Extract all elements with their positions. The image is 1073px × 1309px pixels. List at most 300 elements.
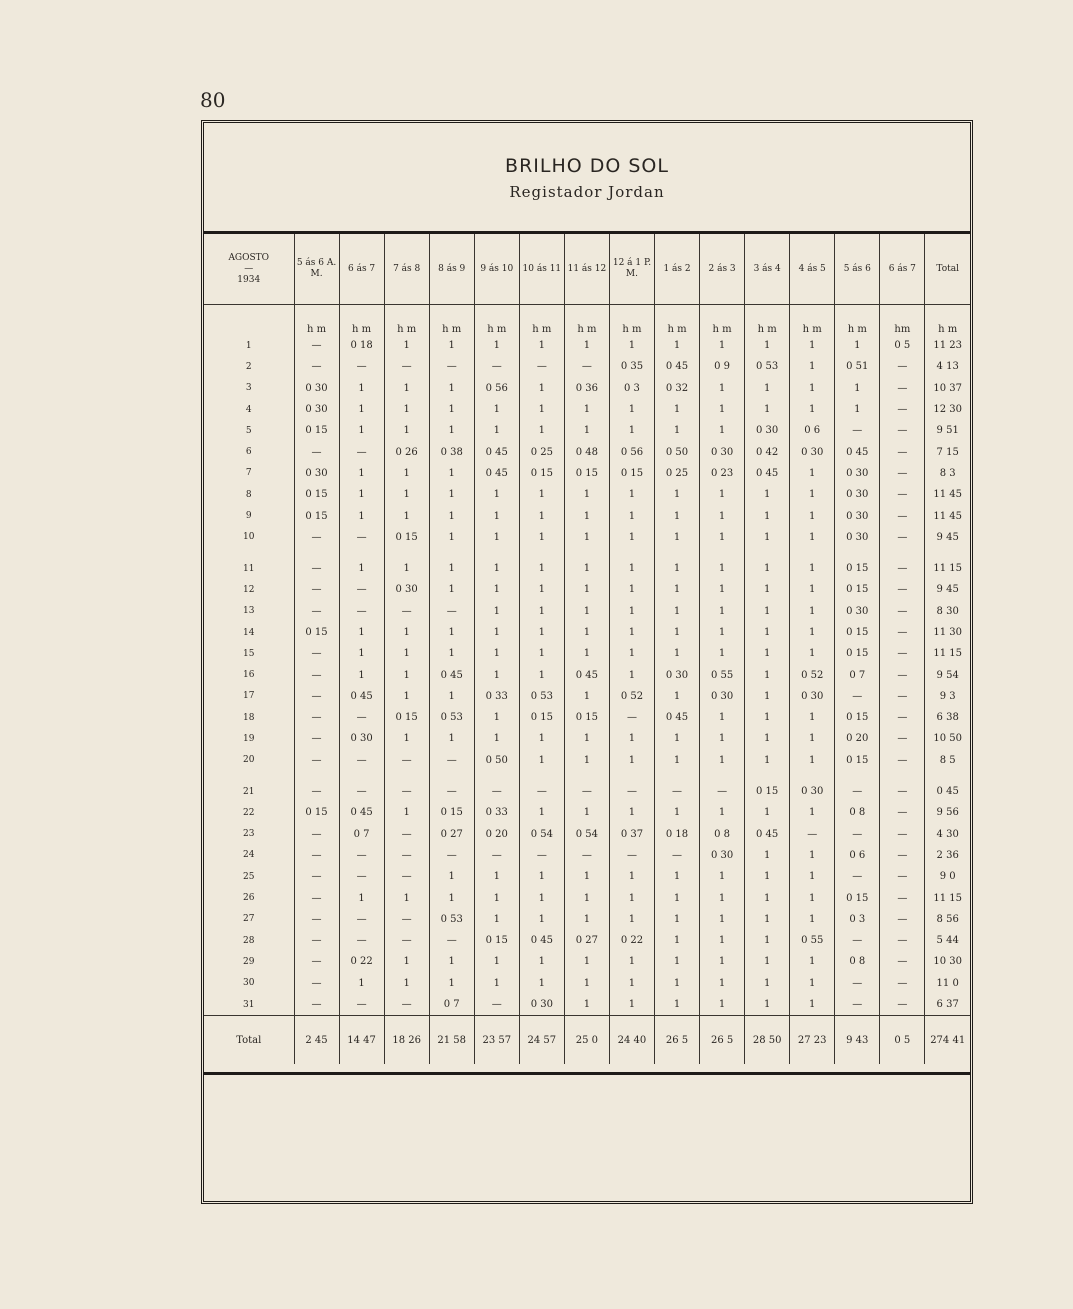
value-cell: 1	[790, 994, 835, 1016]
value-cell: 1	[790, 335, 835, 356]
table-row	[204, 622, 970, 643]
table-row	[204, 335, 970, 356]
value-cell: —	[880, 845, 925, 866]
value-cell: 2 45	[294, 1016, 339, 1065]
value-cell: 1	[474, 420, 519, 441]
value-cell: 1	[339, 664, 384, 685]
value-cell: 11 45	[933, 510, 962, 522]
value-cell: 1	[564, 951, 609, 972]
day-cell: 13	[204, 601, 294, 622]
value-cell: 0 7	[429, 994, 474, 1016]
value-cell: —	[429, 750, 474, 771]
value-cell: 10 50	[933, 733, 962, 745]
value-cell: 1	[339, 399, 384, 420]
value-cell: 1	[700, 707, 745, 728]
value-cell: 0 45	[835, 441, 880, 462]
value-cell: —	[880, 909, 925, 930]
day-cell: 14	[204, 622, 294, 643]
table-row	[204, 356, 970, 377]
value-cell: 0 22	[609, 930, 654, 951]
value-cell: 0 8	[700, 824, 745, 845]
day-cell: 28	[204, 930, 294, 951]
value-cell: 1	[790, 356, 835, 377]
column-header: 8 ás 9	[429, 234, 474, 305]
month-header	[204, 234, 294, 305]
value-cell: 1	[519, 664, 564, 685]
value-cell: 0 30	[655, 664, 700, 685]
value-cell: 1	[474, 527, 519, 548]
value-cell: 0 15	[835, 750, 880, 771]
value-cell: 1	[700, 399, 745, 420]
value-cell: 1	[429, 643, 474, 664]
day-cell: 25	[204, 866, 294, 887]
value-cell: 2 36	[936, 849, 959, 861]
value-cell: —	[880, 399, 925, 420]
value-cell: 1	[564, 601, 609, 622]
value-cell: —	[339, 771, 384, 802]
value-cell: —	[880, 579, 925, 600]
value-cell: 0 52	[609, 686, 654, 707]
value-cell: 1	[790, 909, 835, 930]
value-cell: —	[880, 622, 925, 643]
value-cell: 27 23	[790, 1016, 835, 1065]
table-row	[204, 378, 970, 399]
value-cell: —	[384, 750, 429, 771]
value-cell: 0 38	[429, 441, 474, 462]
value-cell: 1	[609, 643, 654, 664]
value-cell: 0 55	[700, 664, 745, 685]
value-cell: 0 15	[519, 463, 564, 484]
value-cell: 0 15	[294, 802, 339, 823]
blank-footer-area	[204, 1074, 970, 1201]
value-cell: 0 33	[474, 802, 519, 823]
value-cell: 1	[339, 484, 384, 505]
value-cell: 1	[429, 378, 474, 399]
table-row	[204, 973, 970, 994]
value-cell: —	[609, 707, 654, 728]
value-cell: 1	[564, 579, 609, 600]
value-cell: 0 7	[339, 824, 384, 845]
value-cell: 1	[745, 622, 790, 643]
value-cell: 0 8	[835, 951, 880, 972]
value-cell: —	[655, 845, 700, 866]
value-cell: 1	[745, 802, 790, 823]
value-cell: —	[339, 909, 384, 930]
value-cell: 1	[519, 750, 564, 771]
value-cell: 1	[745, 973, 790, 994]
value-cell: —	[880, 930, 925, 951]
year-label: 1934	[237, 274, 261, 285]
value-cell: 0 56	[609, 441, 654, 462]
value-cell: —	[429, 356, 474, 377]
value-cell: 1	[384, 664, 429, 685]
value-cell: —	[429, 930, 474, 951]
value-cell: 1	[745, 887, 790, 908]
value-cell: 0 15	[294, 622, 339, 643]
value-cell: —	[880, 601, 925, 622]
value-cell: 1	[745, 686, 790, 707]
value-cell: 1	[790, 750, 835, 771]
value-cell: 0 15	[294, 484, 339, 505]
value-cell: 1	[429, 887, 474, 908]
column-header: 10 ás 11	[519, 234, 564, 305]
value-cell: 1	[790, 378, 835, 399]
value-cell: h m	[700, 305, 745, 336]
value-cell: 0 27	[429, 824, 474, 845]
value-cell: 0 30	[294, 399, 339, 420]
column-header: 7 ás 8	[384, 234, 429, 305]
day-cell: 19	[204, 728, 294, 749]
value-cell: 1	[609, 622, 654, 643]
value-cell: 8 56	[936, 913, 959, 925]
value-cell: 0 25	[655, 463, 700, 484]
value-cell: —	[880, 484, 925, 505]
day-cell: 24	[204, 845, 294, 866]
value-cell: 1	[655, 728, 700, 749]
day-cell: 2	[204, 356, 294, 377]
table-row	[204, 994, 970, 1016]
value-cell: 8 3	[939, 467, 956, 479]
value-cell: —	[474, 356, 519, 377]
value-cell: 1	[429, 548, 474, 579]
value-cell: 1	[429, 728, 474, 749]
value-cell: 1	[700, 579, 745, 600]
value-cell: 1	[655, 686, 700, 707]
value-cell: —	[880, 441, 925, 462]
value-cell: 0 45	[429, 664, 474, 685]
value-cell: 0 53	[429, 909, 474, 930]
value-cell: 1	[835, 378, 880, 399]
value-cell: —	[294, 601, 339, 622]
value-cell: 1	[384, 973, 429, 994]
value-cell: —	[339, 441, 384, 462]
value-cell: 1	[564, 973, 609, 994]
value-cell: —	[609, 845, 654, 866]
value-cell: 0 33	[474, 686, 519, 707]
value-cell: 0 20	[835, 728, 880, 749]
value-cell: 1	[700, 930, 745, 951]
value-cell: —	[429, 601, 474, 622]
table-row	[204, 909, 970, 930]
value-cell: 1	[519, 728, 564, 749]
value-cell: 1	[700, 887, 745, 908]
value-cell: 11 45	[933, 489, 962, 501]
value-cell: 1	[700, 527, 745, 548]
value-cell: 0 26	[384, 441, 429, 462]
value-cell: 1	[745, 866, 790, 887]
value-cell: 1	[745, 750, 790, 771]
day-cell: 18	[204, 707, 294, 728]
value-cell: 1	[745, 579, 790, 600]
value-cell: —	[294, 664, 339, 685]
value-cell: 1	[519, 622, 564, 643]
table-row	[204, 643, 970, 664]
table-row	[204, 505, 970, 526]
value-cell: 1	[700, 548, 745, 579]
value-cell: 1	[700, 378, 745, 399]
column-header: 9 ás 10	[474, 234, 519, 305]
day-cell: 12	[204, 579, 294, 600]
table-row	[204, 951, 970, 972]
value-cell: 1	[609, 802, 654, 823]
value-cell: 0 5	[880, 1016, 925, 1065]
value-cell: 1	[519, 527, 564, 548]
value-cell: —	[429, 771, 474, 802]
table-row	[204, 664, 970, 685]
value-cell: 0 20	[474, 824, 519, 845]
value-cell: 1	[339, 420, 384, 441]
value-cell: —	[339, 527, 384, 548]
value-cell: h m	[938, 324, 958, 335]
value-cell: 1	[384, 548, 429, 579]
value-cell: 1	[564, 505, 609, 526]
value-cell: 0 30	[294, 463, 339, 484]
value-cell: 1	[655, 866, 700, 887]
value-cell: 0 54	[564, 824, 609, 845]
value-cell: 0 7	[835, 664, 880, 685]
value-cell: 1	[745, 601, 790, 622]
value-cell: 1	[790, 548, 835, 579]
value-cell: —	[880, 866, 925, 887]
value-cell: 1	[564, 728, 609, 749]
value-cell: 14 47	[339, 1016, 384, 1065]
value-cell: 1	[655, 909, 700, 930]
value-cell: 1	[700, 420, 745, 441]
value-cell: 8 30	[936, 605, 959, 617]
value-cell: 1	[474, 622, 519, 643]
value-cell: 0 30	[700, 441, 745, 462]
value-cell: 1	[835, 335, 880, 356]
value-cell: 0 15	[519, 707, 564, 728]
value-cell: 1	[429, 622, 474, 643]
value-cell: 0 15	[835, 643, 880, 664]
value-cell: 1	[519, 887, 564, 908]
value-cell: —	[880, 887, 925, 908]
value-cell: 0 53	[519, 686, 564, 707]
value-cell: h m	[519, 305, 564, 336]
value-cell: 1	[655, 622, 700, 643]
value-cell: 11 23	[933, 340, 962, 352]
value-cell: 0 45	[745, 463, 790, 484]
value-cell: 1	[745, 548, 790, 579]
value-cell: —	[294, 356, 339, 377]
value-cell: 1	[790, 643, 835, 664]
value-cell: —	[294, 909, 339, 930]
value-cell: 26 5	[700, 1016, 745, 1065]
value-cell: 23 57	[474, 1016, 519, 1065]
value-cell: 1	[655, 548, 700, 579]
value-cell: —	[294, 930, 339, 951]
value-cell: —	[294, 994, 339, 1016]
value-cell: 1	[609, 887, 654, 908]
value-cell: 1	[745, 643, 790, 664]
value-cell: —	[294, 866, 339, 887]
value-cell: h m	[474, 305, 519, 336]
value-cell: 0 15	[294, 420, 339, 441]
value-cell: —	[655, 771, 700, 802]
value-cell: —	[835, 994, 880, 1016]
value-cell: 0 30	[339, 728, 384, 749]
value-cell: 1	[564, 643, 609, 664]
value-cell: 1	[429, 420, 474, 441]
value-cell: 1	[474, 664, 519, 685]
value-cell: —	[880, 527, 925, 548]
value-cell: 0 15	[835, 548, 880, 579]
value-cell: 0 45	[745, 824, 790, 845]
value-cell: 1	[564, 622, 609, 643]
column-header: Total	[925, 234, 970, 305]
value-cell: 1	[790, 845, 835, 866]
value-cell: —	[384, 994, 429, 1016]
value-cell: 0 30	[835, 527, 880, 548]
value-cell: 1	[474, 399, 519, 420]
value-cell: 1	[700, 994, 745, 1016]
value-cell: 1	[609, 335, 654, 356]
value-cell: 0 15	[835, 622, 880, 643]
value-cell: —	[564, 845, 609, 866]
value-cell: 1	[790, 484, 835, 505]
value-cell: —	[474, 845, 519, 866]
value-cell: 9 45	[936, 531, 959, 543]
value-cell: —	[339, 994, 384, 1016]
table-frame	[201, 120, 973, 1204]
day-cell: 10	[204, 527, 294, 548]
value-cell: —	[339, 601, 384, 622]
value-cell: 25 0	[564, 1016, 609, 1065]
value-cell: 4 13	[936, 361, 959, 373]
value-cell: 1	[700, 728, 745, 749]
value-cell: 0 15	[474, 930, 519, 951]
value-cell: 1	[700, 484, 745, 505]
value-cell: 11 15	[933, 892, 962, 904]
value-cell: 0 6	[835, 845, 880, 866]
value-cell: —	[294, 728, 339, 749]
value-cell: 1	[384, 463, 429, 484]
value-cell: 1	[339, 463, 384, 484]
value-cell: —	[294, 750, 339, 771]
day-cell: 8	[204, 484, 294, 505]
value-cell: 1	[519, 802, 564, 823]
value-cell: —	[880, 505, 925, 526]
value-cell: 1	[339, 887, 384, 908]
value-cell: 4 30	[936, 828, 959, 840]
value-cell: 0 30	[835, 463, 880, 484]
value-cell: 0 6	[790, 420, 835, 441]
value-cell: —	[384, 866, 429, 887]
value-cell: 1	[609, 484, 654, 505]
value-cell: 1	[745, 399, 790, 420]
value-cell: 0 18	[655, 824, 700, 845]
value-cell: 9 51	[936, 425, 959, 437]
value-cell: 0 51	[835, 356, 880, 377]
day-cell: 31	[204, 994, 294, 1016]
day-cell: 5	[204, 420, 294, 441]
value-cell: 1	[564, 548, 609, 579]
value-cell: —	[880, 643, 925, 664]
value-cell: 0 9	[700, 356, 745, 377]
table-row	[204, 771, 970, 802]
value-cell: 1	[474, 707, 519, 728]
value-cell: —	[880, 750, 925, 771]
table-row	[204, 802, 970, 823]
value-cell: —	[609, 771, 654, 802]
value-cell: —	[474, 994, 519, 1016]
month-dash: —	[244, 263, 254, 274]
value-cell: 1	[564, 994, 609, 1016]
value-cell: 1	[655, 420, 700, 441]
value-cell: 274 41	[925, 1016, 970, 1065]
value-cell: 1	[655, 887, 700, 908]
value-cell: 1	[564, 686, 609, 707]
value-cell: 0 3	[835, 909, 880, 930]
total-row	[204, 1016, 970, 1065]
value-cell: 0 30	[700, 845, 745, 866]
value-cell: 0 15	[835, 707, 880, 728]
value-cell: 1	[429, 463, 474, 484]
value-cell: 1	[609, 973, 654, 994]
value-cell: 1	[745, 994, 790, 1016]
value-cell: h m	[384, 305, 429, 336]
value-cell: 0 3	[609, 378, 654, 399]
value-cell: —	[880, 728, 925, 749]
value-cell: —	[564, 356, 609, 377]
value-cell: 24 57	[519, 1016, 564, 1065]
value-cell: 1	[519, 579, 564, 600]
value-cell: h m	[835, 305, 880, 336]
value-cell: 0 15	[429, 802, 474, 823]
day-cell: 21	[204, 771, 294, 802]
value-cell: 0 45	[936, 786, 959, 798]
value-cell: 1	[519, 601, 564, 622]
value-cell: —	[294, 973, 339, 994]
value-cell: 0 45	[519, 930, 564, 951]
value-cell: 10 30	[933, 956, 962, 968]
value-cell: 1	[609, 951, 654, 972]
value-cell: 1	[564, 420, 609, 441]
value-cell: 1	[700, 750, 745, 771]
value-cell: 1	[655, 527, 700, 548]
value-cell: 1	[429, 505, 474, 526]
value-cell: 0 15	[384, 527, 429, 548]
value-cell: 1	[384, 686, 429, 707]
value-cell: —	[519, 356, 564, 377]
value-cell: 1	[745, 909, 790, 930]
value-cell: 1	[519, 335, 564, 356]
value-cell: —	[294, 527, 339, 548]
value-cell: 1	[519, 505, 564, 526]
value-cell: 1	[519, 909, 564, 930]
value-cell: 1	[655, 951, 700, 972]
month-label: AGOSTO	[228, 252, 270, 263]
value-cell: 0 45	[564, 664, 609, 685]
value-cell: 1	[384, 399, 429, 420]
value-cell: 0 50	[474, 750, 519, 771]
value-cell: 0 30	[294, 378, 339, 399]
value-cell: h m	[294, 305, 339, 336]
value-cell: 0 30	[790, 441, 835, 462]
value-cell: —	[339, 845, 384, 866]
value-cell: —	[339, 866, 384, 887]
value-cell: 1	[564, 399, 609, 420]
value-cell: 1	[429, 973, 474, 994]
value-cell: —	[384, 601, 429, 622]
value-cell: 1	[655, 994, 700, 1016]
value-cell: 1	[564, 887, 609, 908]
value-cell: 1	[655, 802, 700, 823]
value-cell: 1	[609, 505, 654, 526]
value-cell: 0 45	[655, 356, 700, 377]
value-cell: —	[835, 824, 880, 845]
